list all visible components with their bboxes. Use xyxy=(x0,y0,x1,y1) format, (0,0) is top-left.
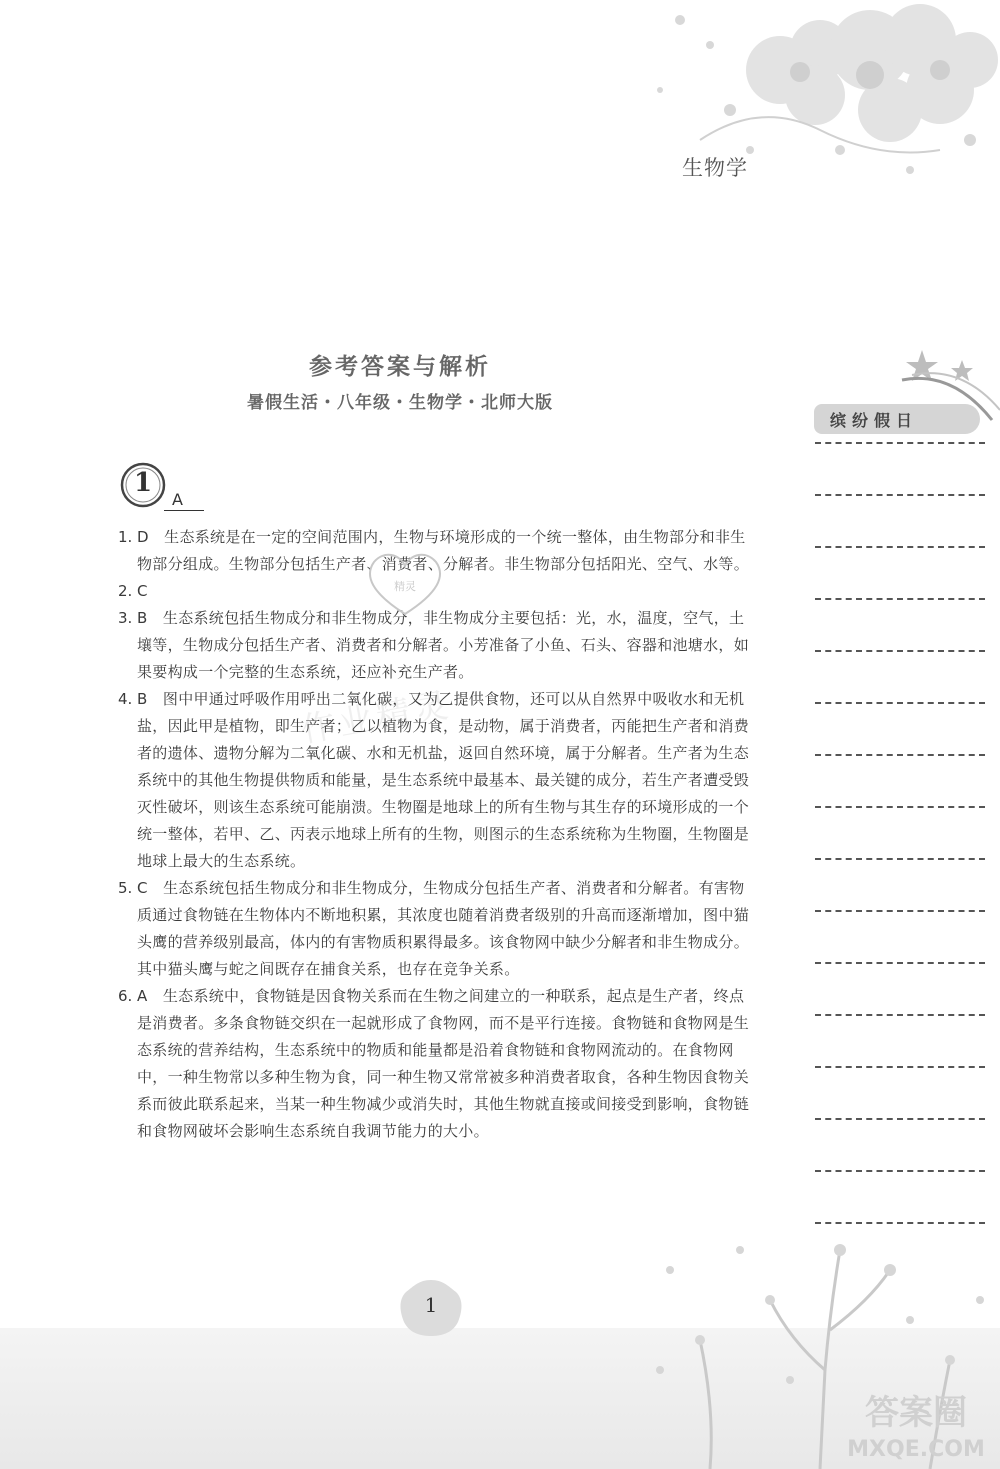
page-number: 1 xyxy=(424,1293,438,1317)
note-line xyxy=(815,598,985,600)
notes-sidebar xyxy=(812,340,1000,1240)
answer-number: 3. xyxy=(118,609,133,627)
answer-number: 1. xyxy=(118,528,133,546)
answer-text: B 图中甲通过呼吸作用呼出二氧化碳，又为乙提供食物，还可以从自然界中吸收水和无机盐，因此甲是植物，即生产者；乙以植物为食，是动物，属于消费者，丙能把生产者和消费者的遗体、遗物分解为二氧化碳、水和无机盐，返回自然环境，属于分解者。生产者为生态系统中的其他生物提供物质和能量，是生态系统中最基本、最关键的成分，若生产者遭受毁灭性破坏，则该生态系统可能崩溃。生物圈是地球上的所有生物与其生存的环境形成的一个统一整体，若甲、乙、丙表示地球上所有的生物，则图示的生态系统称为生物圈，生物圈是地球上最大的生态系统。 xyxy=(137,690,750,870)
note-line xyxy=(815,1118,985,1120)
section-number: 1 xyxy=(133,468,153,498)
answer-number: 6. xyxy=(118,987,133,1005)
page-subtitle: 暑假生活・八年级・生物学・北师大版 xyxy=(247,393,553,413)
answer-text: D 生态系统是在一定的空间范围内，生物与环境形成的一个统一整体，由生物部分和非生物部分组成。生物部分包括生产者、消费者、分解者。非生物部分包括阳光、空气、水等。 xyxy=(137,528,750,573)
answer-text: B 生态系统包括生物成分和非生物成分，非生物成分主要包括：光，水，温度，空气，土壤等，生物成分包括生产者、消费者和分解者。小芳准备了小鱼、石头、容器和池塘水，如果要构成一个完整的生态系统，还应补充生产者。 xyxy=(137,609,750,681)
note-line xyxy=(815,1170,985,1172)
note-line xyxy=(815,702,985,704)
answer-text: C 生态系统包括生物成分和非生物成分，生物成分包括生产者、消费者和分解者。有害物质通过食物链在生物体内不断地积累，其浓度也随着消费者级别的升高而逐渐增加，图中猫头鹰的营养级别最高，体内的有害物质积累得最多。该食物网中缺少分解者和非生物成分。其中猫头鹰与蛇之间既存在捕食关系，也存在竞争关系。 xyxy=(137,879,750,978)
section-underline xyxy=(164,510,204,511)
answer-number: 4. xyxy=(118,690,133,708)
watermark-stamp xyxy=(362,548,448,618)
note-line xyxy=(815,806,985,808)
note-line xyxy=(815,442,985,444)
logo-url: MXQE.COM xyxy=(847,1437,985,1462)
note-line xyxy=(815,962,985,964)
logo-text: 答案圈 xyxy=(865,1393,967,1433)
note-line xyxy=(815,910,985,912)
note-line xyxy=(815,650,985,652)
sidebar-label: 缤纷假日 xyxy=(830,411,919,430)
sidebar-header xyxy=(814,404,980,434)
answer-number: 5. xyxy=(118,879,133,897)
page-title: 参考答案与解析 xyxy=(309,354,491,380)
note-line xyxy=(815,858,985,860)
note-line xyxy=(815,1014,985,1016)
section-letter: A xyxy=(172,490,183,509)
note-line xyxy=(815,1066,985,1068)
note-line xyxy=(815,546,985,548)
answer-item xyxy=(118,983,758,1145)
answer-text: C xyxy=(137,582,148,600)
note-line xyxy=(815,494,985,496)
site-logo xyxy=(836,1388,996,1464)
answer-text: A 生态系统中，食物链是因食物关系而在生物之间建立的一种联系，起点是生产者，终点是消费者。多条食物链交织在一起就形成了食物网，而不是平行连接。食物链和食物网是生态系统的营养结构，生态系统中的物质和能量都是沿着食物链和食物网流动的。在食物网中，一种生物常以多种生物为食，同一种生物又常常被多种消费者取食，各种生物因食物关系而彼此联系起来，当某一种生物减少或消失时，其他生物就直接或间接受到影响，食物链和食物网破坏会影响生态系统自我调节能力的大小。 xyxy=(137,987,750,1140)
answer-number: 2. xyxy=(118,582,133,600)
watermark-overlay: 作业精灵 xyxy=(298,685,455,751)
answer-item xyxy=(118,875,758,983)
subject-label: 生物学 xyxy=(682,156,748,180)
note-line xyxy=(815,754,985,756)
stamp-text: 精灵 xyxy=(394,580,416,593)
